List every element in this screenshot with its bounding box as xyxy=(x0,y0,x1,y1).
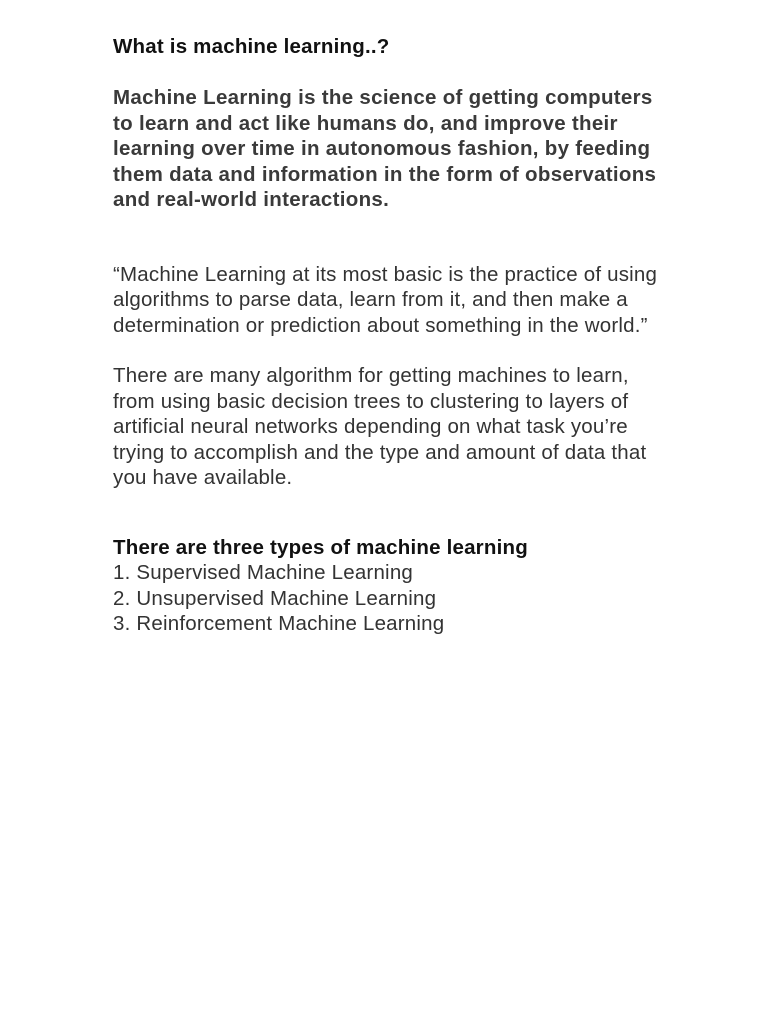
types-heading: There are three types of machine learning xyxy=(113,535,528,559)
quote-paragraph: “Machine Learning at its most basic is the practice of using algorithms to parse data, learn from it, and then make a determination or prediction about something in the world.” xyxy=(113,262,658,337)
document-page xyxy=(113,34,673,637)
types-list xyxy=(113,560,673,637)
definition-paragraph: Machine Learning is the science of getting computers to learn and act like humans do, and improve their learning over time in autonomous fashion, by feeding them data and information in the form of observations and real-world interactions. xyxy=(113,86,657,211)
document-title: What is machine learning..? xyxy=(113,35,390,58)
list-item-reinforcement: 3. Reinforcement Machine Learning xyxy=(113,612,445,635)
algorithms-paragraph: There are many algorithm for getting machines to learn, from using basic decision trees to clustering to layers of artificial neural networks depending on what task you’re trying to accomplish and the type and amount of data that you have available. xyxy=(113,364,647,489)
list-item-unsupervised: 2. Unsupervised Machine Learning xyxy=(113,586,437,610)
list-item-supervised: 1. Supervised Machine Learning xyxy=(113,561,414,584)
